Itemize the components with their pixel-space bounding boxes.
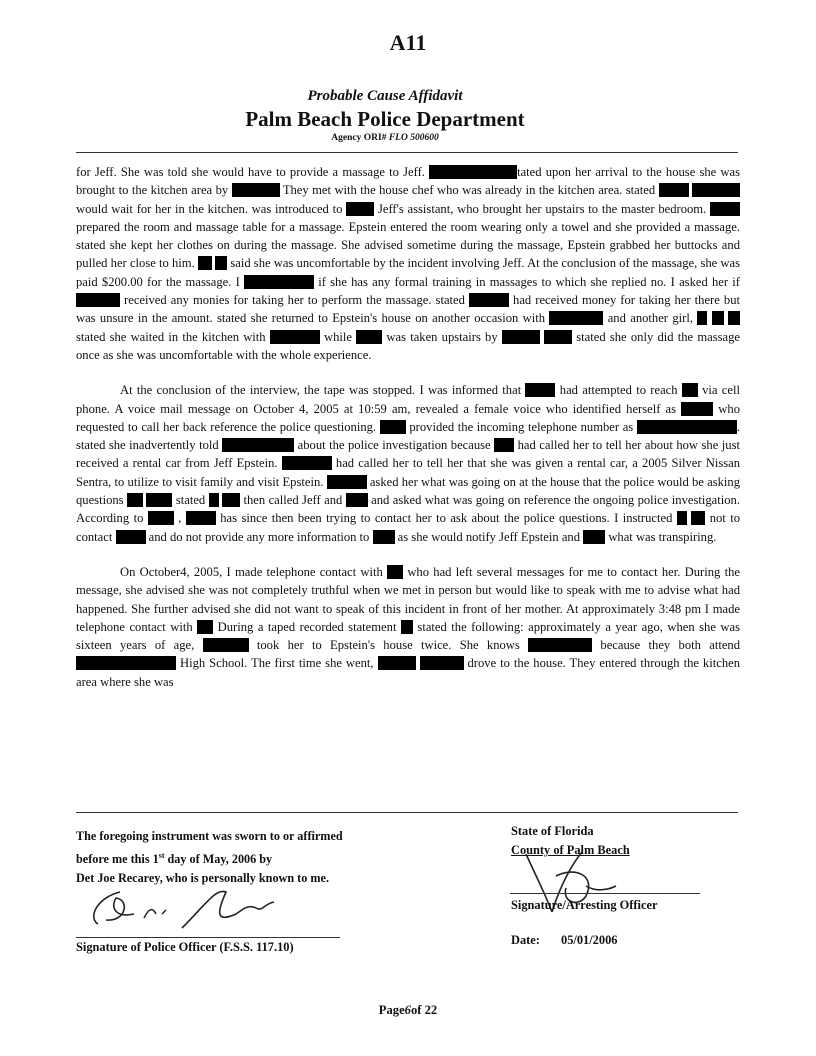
signature-line-arresting [510,893,700,894]
body-text-segment: had called her to tell her that she was given a rental car, a 2005 Silver Nissan Sentra, to utilize to visit family and visit Epstein. [76,456,741,489]
body-paragraph [76,163,740,364]
body-text-segment: , [173,511,186,526]
redaction-bar [677,511,687,525]
redaction-bar [186,511,216,525]
affidavit-body [76,163,740,691]
body-text-segment: as she would notify Jeff Epstein and [394,529,584,544]
body-text-segment: what was transpiring. [605,529,717,544]
body-text-segment: prepared the room and massage table for a massage. Epstein entered the room wearing only a towel and she provided a massage. stated she kept her clothes on during the massage. She advised sometime during the massage, Epstein grabbed her buttocks and pulled her close to him. [76,219,740,271]
redaction-bar [637,420,737,434]
body-text-segment: tated upon her arrival to the house she was brought to the kitchen area by [76,165,740,198]
redaction-bar [528,638,592,652]
redaction-bar [148,511,174,525]
redaction-bar [215,256,227,270]
department-title: Palm Beach Police Department [245,107,525,131]
redaction-bar [728,311,740,325]
body-text-segment: At the conclusion of the interview, the tape was stopped. I was informed that [120,383,526,398]
body-text-segment: stated the following: approximately a year ago, when she was sixteen years of age, [76,619,741,653]
body-paragraph [76,381,740,546]
body-text-segment: via cell phone. A voice mail message on October 4, 2005 at 10:59 am, revealed a female voice who identified herself as [76,383,740,416]
body-text-segment: asked her what was going on at the house that the police would be asking questions [76,474,740,508]
redaction-bar [691,511,705,525]
date-row [511,933,617,948]
body-text-segment: because they both attend [592,638,740,653]
redaction-bar [659,183,689,197]
body-text-segment: stated she only did the massage once as she was uncomfortable with the whole experience. [76,329,740,362]
body-text-segment: Jeff's assistant, who brought her upstairs to the master bedroom. [374,201,710,216]
redaction-bar [222,493,240,507]
redaction-bar [697,311,707,325]
page-id: A11 [389,30,427,55]
redaction-bar [346,202,374,216]
redaction-bar [203,638,249,652]
redaction-bar [373,530,395,544]
body-text-segment: and asked what was going on reference the ongoing police investigation. According to [76,493,740,526]
body-paragraph [76,563,740,691]
agency-line [0,133,770,143]
body-text-segment: for Jeff. She was told she would have to provide a massage to Jeff. [76,165,430,179]
body-text-segment: provided the incoming telephone number as [405,419,637,434]
body-text-segment: On October4, 2005, I made telephone contact with [120,564,388,579]
redaction-bar [583,530,605,544]
body-text-segment: who requested to call her back reference the police questioning. [76,401,740,434]
redaction-bar [469,293,509,307]
signature-arresting-label: Signature/Arresting Officer [511,898,658,912]
body-text-segment: said she was uncomfortable by the incident involving Jeff. At the conclusion of the massage, she was paid $200.00 for the massage. I [76,256,741,289]
redaction-bar [387,565,403,579]
redaction-bar [346,493,368,507]
page-number: Page6of 22 [378,1003,438,1017]
redaction-bar [116,530,146,544]
body-text-segment: had attempted to reach [555,383,682,398]
body-text-segment: has since then been trying to contact her to ask about the police questions. I instructed [215,511,677,526]
redaction-bar [282,456,332,470]
sworn-line-3: Det Joe Recarey, who is personally known to me. [76,871,329,886]
redaction-bar [146,493,172,507]
redaction-bar [544,330,572,344]
sworn-statement [76,827,406,888]
body-text-segment: . stated she inadvertently told [76,419,740,453]
redaction-bar [682,383,698,397]
header-rule [76,152,738,153]
redaction-bar [420,656,464,670]
redaction-bar [356,330,382,344]
redaction-bar [502,330,540,344]
sworn-line-1: The foregoing instrument was sworn to or affirmed [76,829,343,843]
redaction-bar [710,202,740,216]
redaction-bar [198,256,212,270]
body-text-segment: had received money for taking her there but was unsure in the amount. stated she returned to Epstein's house on another occasion with [76,293,740,326]
redaction-bar [692,183,740,197]
body-text-segment: about the police investigation because [294,438,495,453]
body-text-segment: and another girl, [603,311,698,326]
body-text-segment: High School. The first time she went, [176,656,378,671]
redaction-bar [494,438,514,452]
redaction-bar [327,475,367,489]
police-officer-signature [86,884,286,936]
redaction-bar [380,420,406,434]
redaction-bar [429,165,517,179]
redaction-bar [209,493,219,507]
redaction-bar [712,311,724,325]
body-text-segment: During a taped recorded statement [213,619,401,634]
body-text-segment: took her to Epstein's house twice. She knows [248,638,529,653]
body-text-segment: who had left several messages for me to contact her. During the message, she advised she was not completely truthful when we met in person but would like to speak with me to advise what had happened. She further advised she did not want to speak of this incident in front of her mother. At approximately 3:48 pm I made telephone contact with [76,564,740,634]
redaction-bar [681,402,713,416]
state-label: State of Florida [511,824,594,838]
document-type: Probable Cause Affidavit [307,88,463,104]
body-text-segment: received any monies for taking her to perform the massage. stated [120,293,469,308]
body-text-segment: then called Jeff and [240,493,346,508]
body-text-segment: They met with the house chef who was already in the kitchen area. stated [279,183,659,198]
redaction-bar [127,493,143,507]
county-label: County of Palm Beach [511,843,630,857]
body-text-segment: stated she waited in the kitchen with [76,329,270,344]
body-text-segment: while [319,329,357,344]
signature-officer-label: Signature of Police Officer (F.S.S. 117.10) [76,940,294,954]
redaction-bar [232,183,280,197]
redaction-bar [378,656,416,670]
body-text-segment: was taken upstairs by [382,329,502,344]
redaction-bar [549,311,603,325]
body-text-segment: would wait for her in the kitchen. was introduced to [76,201,347,216]
body-text-segment: drove to the house. They entered through the kitchen area where she was [76,656,741,689]
redaction-bar [244,275,314,289]
agency-code: FLO 500600 [388,133,439,143]
redaction-bar [76,293,120,307]
body-text-segment: had called her to tell her about how she just received a rental car from Jeff Epstein. [76,438,740,471]
date-value: 05/01/2006 [561,933,618,947]
redaction-bar [401,620,413,634]
body-text-segment: and do not provide any more information to [145,529,373,544]
redaction-bar [76,656,176,670]
redaction-bar [270,330,320,344]
redaction-bar [197,620,213,634]
footer-rule [76,812,738,813]
body-text-segment: stated [172,493,209,508]
redaction-bar [525,383,555,397]
redaction-bar [222,438,294,452]
signature-line-officer [76,937,340,938]
body-text-segment: not to contact [76,511,741,544]
body-text-segment: if she has any formal training in massages to which she replied no. I asked her if [314,274,740,289]
date-label: Date: [511,933,540,947]
sworn-line-2: before me this 1st day of May, 2006 by [76,851,273,867]
agency-label: Agency ORI# [331,133,387,143]
